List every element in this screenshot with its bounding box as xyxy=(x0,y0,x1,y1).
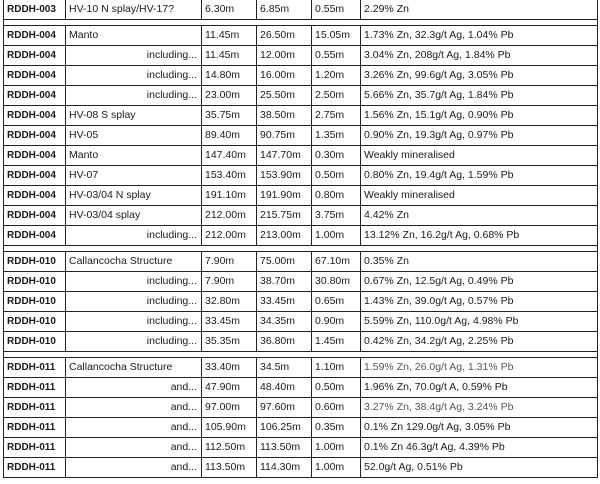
from-depth-cell: 97.00m xyxy=(202,398,257,418)
hole-id-cell: RDDH-004 xyxy=(4,186,66,206)
table-row xyxy=(4,312,598,332)
to-depth-cell: 26.50m xyxy=(257,26,312,46)
interval-length-cell: 1.00m xyxy=(312,226,361,246)
to-depth-cell: 34.35m xyxy=(257,312,312,332)
zone-cell: including... xyxy=(66,66,202,86)
to-depth-cell: 113.50m xyxy=(257,438,312,458)
table-row xyxy=(4,458,598,478)
from-depth-cell: 47.90m xyxy=(202,378,257,398)
zone-cell: HV-10 N splay/HV-17? xyxy=(66,0,202,20)
hole-id-cell: RDDH-011 xyxy=(4,418,66,438)
table-body xyxy=(4,0,598,478)
zone-cell: and... xyxy=(66,418,202,438)
from-depth-cell: 33.40m xyxy=(202,358,257,378)
from-depth-cell: 113.50m xyxy=(202,458,257,478)
hole-id-cell: RDDH-010 xyxy=(4,272,66,292)
grade-cell: 3.26% Zn, 99.6g/t Ag, 3.05% Pb xyxy=(361,66,598,86)
hole-id-cell: RDDH-003 xyxy=(4,0,66,20)
hole-id-cell: RDDH-011 xyxy=(4,398,66,418)
interval-length-cell: 30.80m xyxy=(312,272,361,292)
hole-id-cell: RDDH-004 xyxy=(4,146,66,166)
interval-length-cell: 67.10m xyxy=(312,252,361,272)
from-depth-cell: 147.40m xyxy=(202,146,257,166)
from-depth-cell: 212.00m xyxy=(202,226,257,246)
grade-cell: Weakly mineralised xyxy=(361,186,598,206)
to-depth-cell: 90.75m xyxy=(257,126,312,146)
interval-length-cell: 1.45m xyxy=(312,332,361,352)
zone-cell: including... xyxy=(66,332,202,352)
table-row xyxy=(4,332,598,352)
grade-cell: 0.35% Zn xyxy=(361,252,598,272)
table-row xyxy=(4,226,598,246)
from-depth-cell: 89.40m xyxy=(202,126,257,146)
hole-id-cell: RDDH-010 xyxy=(4,292,66,312)
hole-id-cell: RDDH-010 xyxy=(4,252,66,272)
from-depth-cell: 191.10m xyxy=(202,186,257,206)
zone-cell: and... xyxy=(66,378,202,398)
grade-cell: 5.66% Zn, 35.7g/t Ag, 1.84% Pb xyxy=(361,86,598,106)
grade-cell: 1.73% Zn, 32.3g/t Ag, 1.04% Pb xyxy=(361,26,598,46)
from-depth-cell: 23.00m xyxy=(202,86,257,106)
to-depth-cell: 48.40m xyxy=(257,378,312,398)
to-depth-cell: 215.75m xyxy=(257,206,312,226)
zone-cell: and... xyxy=(66,398,202,418)
to-depth-cell: 97.60m xyxy=(257,398,312,418)
interval-length-cell: 1.35m xyxy=(312,126,361,146)
zone-cell: including... xyxy=(66,46,202,66)
to-depth-cell: 191.90m xyxy=(257,186,312,206)
hole-id-cell: RDDH-004 xyxy=(4,106,66,126)
table-row xyxy=(4,106,598,126)
from-depth-cell: 212.00m xyxy=(202,206,257,226)
from-depth-cell: 105.90m xyxy=(202,418,257,438)
zone-cell: including... xyxy=(66,86,202,106)
interval-length-cell: 0.60m xyxy=(312,398,361,418)
table-row xyxy=(4,438,598,458)
interval-length-cell: 0.35m xyxy=(312,418,361,438)
zone-cell: Callancocha Structure xyxy=(66,252,202,272)
to-depth-cell: 38.50m xyxy=(257,106,312,126)
hole-id-cell: RDDH-011 xyxy=(4,378,66,398)
zone-cell: Manto xyxy=(66,26,202,46)
to-depth-cell: 34.5m xyxy=(257,358,312,378)
from-depth-cell: 153.40m xyxy=(202,166,257,186)
drill-results-table xyxy=(3,0,598,478)
grade-cell: 1.56% Zn, 15.1g/t Ag, 0.90% Pb xyxy=(361,106,598,126)
grade-cell: 0.67% Zn, 12.5g/t Ag, 0.49% Pb xyxy=(361,272,598,292)
interval-length-cell: 0.55m xyxy=(312,0,361,20)
from-depth-cell: 11.45m xyxy=(202,26,257,46)
interval-length-cell: 1.00m xyxy=(312,438,361,458)
to-depth-cell: 147.70m xyxy=(257,146,312,166)
zone-cell: Callancocha Structure xyxy=(66,358,202,378)
hole-id-cell: RDDH-004 xyxy=(4,226,66,246)
zone-cell: HV-08 S splay xyxy=(66,106,202,126)
zone-cell: HV-07 xyxy=(66,166,202,186)
hole-id-cell: RDDH-004 xyxy=(4,66,66,86)
table-row xyxy=(4,146,598,166)
interval-length-cell: 0.90m xyxy=(312,312,361,332)
from-depth-cell: 32.80m xyxy=(202,292,257,312)
interval-length-cell: 1.20m xyxy=(312,66,361,86)
from-depth-cell: 35.75m xyxy=(202,106,257,126)
interval-length-cell: 2.50m xyxy=(312,86,361,106)
grade-cell: 1.43% Zn, 39.0g/t Ag, 0.57% Pb xyxy=(361,292,598,312)
grade-cell: 52.0g/t Ag, 0.51% Pb xyxy=(361,458,598,478)
grade-cell: 0.42% Zn, 34.2g/t Ag, 2.25% Pb xyxy=(361,332,598,352)
to-depth-cell: 6.85m xyxy=(257,0,312,20)
table-row xyxy=(4,272,598,292)
from-depth-cell: 11.45m xyxy=(202,46,257,66)
table-row xyxy=(4,378,598,398)
hole-id-cell: RDDH-004 xyxy=(4,206,66,226)
hole-id-cell: RDDH-004 xyxy=(4,86,66,106)
zone-cell: HV-03/04 N splay xyxy=(66,186,202,206)
to-depth-cell: 12.00m xyxy=(257,46,312,66)
zone-cell: including... xyxy=(66,272,202,292)
table-row xyxy=(4,86,598,106)
grade-cell: Weakly mineralised xyxy=(361,146,598,166)
grade-cell: 1.96% Zn, 70.0g/t A, 0.59% Pb xyxy=(361,378,598,398)
grade-cell: 0.1% Zn 129.0g/t Ag, 3.05% Pb xyxy=(361,418,598,438)
table-row xyxy=(4,418,598,438)
from-depth-cell: 14.80m xyxy=(202,66,257,86)
hole-id-cell: RDDH-004 xyxy=(4,46,66,66)
table-row xyxy=(4,358,598,378)
grade-cell: 0.80% Zn, 19.4g/t Ag, 1.59% Pb xyxy=(361,166,598,186)
to-depth-cell: 153.90m xyxy=(257,166,312,186)
to-depth-cell: 25.50m xyxy=(257,86,312,106)
grade-cell: 1.59% Zn, 26.0g/t Ag, 1.31% Pb xyxy=(361,358,598,378)
grade-cell: 3.27% Zn, 38.4g/t Ag, 3.24% Pb xyxy=(361,398,598,418)
table-row xyxy=(4,398,598,418)
from-depth-cell: 112.50m xyxy=(202,438,257,458)
hole-id-cell: RDDH-010 xyxy=(4,332,66,352)
grade-cell: 2.29% Zn xyxy=(361,0,598,20)
table-row xyxy=(4,0,598,20)
table-row xyxy=(4,292,598,312)
interval-length-cell: 0.30m xyxy=(312,146,361,166)
to-depth-cell: 16.00m xyxy=(257,66,312,86)
table-row xyxy=(4,166,598,186)
table-row xyxy=(4,206,598,226)
to-depth-cell: 213.00m xyxy=(257,226,312,246)
from-depth-cell: 7.90m xyxy=(202,272,257,292)
interval-length-cell: 0.65m xyxy=(312,292,361,312)
hole-id-cell: RDDH-011 xyxy=(4,458,66,478)
zone-cell: and... xyxy=(66,438,202,458)
table-row xyxy=(4,66,598,86)
zone-cell: including... xyxy=(66,312,202,332)
interval-length-cell: 0.50m xyxy=(312,378,361,398)
from-depth-cell: 35.35m xyxy=(202,332,257,352)
interval-length-cell: 2.75m xyxy=(312,106,361,126)
hole-id-cell: RDDH-004 xyxy=(4,166,66,186)
table-row xyxy=(4,126,598,146)
to-depth-cell: 38.70m xyxy=(257,272,312,292)
grade-cell: 13.12% Zn, 16.2g/t Ag, 0.68% Pb xyxy=(361,226,598,246)
table-row xyxy=(4,46,598,66)
table-row xyxy=(4,252,598,272)
zone-cell: including... xyxy=(66,292,202,312)
zone-cell: HV-05 xyxy=(66,126,202,146)
grade-cell: 3.04% Zn, 208g/t Ag, 1.84% Pb xyxy=(361,46,598,66)
to-depth-cell: 106.25m xyxy=(257,418,312,438)
hole-id-cell: RDDH-004 xyxy=(4,26,66,46)
from-depth-cell: 7.90m xyxy=(202,252,257,272)
zone-cell: including... xyxy=(66,226,202,246)
from-depth-cell: 6.30m xyxy=(202,0,257,20)
to-depth-cell: 36.80m xyxy=(257,332,312,352)
zone-cell: Manto xyxy=(66,146,202,166)
grade-cell: 4.42% Zn xyxy=(361,206,598,226)
interval-length-cell: 1.10m xyxy=(312,358,361,378)
interval-length-cell: 3.75m xyxy=(312,206,361,226)
interval-length-cell: 0.50m xyxy=(312,166,361,186)
interval-length-cell: 1.00m xyxy=(312,458,361,478)
table-row xyxy=(4,26,598,46)
zone-cell: HV-03/04 splay xyxy=(66,206,202,226)
to-depth-cell: 75.00m xyxy=(257,252,312,272)
grade-cell: 5.59% Zn, 110.0g/t Ag, 4.98% Pb xyxy=(361,312,598,332)
interval-length-cell: 0.55m xyxy=(312,46,361,66)
zone-cell: and... xyxy=(66,458,202,478)
hole-id-cell: RDDH-004 xyxy=(4,126,66,146)
to-depth-cell: 33.45m xyxy=(257,292,312,312)
hole-id-cell: RDDH-011 xyxy=(4,438,66,458)
interval-length-cell: 0.80m xyxy=(312,186,361,206)
interval-length-cell: 15.05m xyxy=(312,26,361,46)
table-row xyxy=(4,186,598,206)
hole-id-cell: RDDH-010 xyxy=(4,312,66,332)
from-depth-cell: 33.45m xyxy=(202,312,257,332)
hole-id-cell: RDDH-011 xyxy=(4,358,66,378)
grade-cell: 0.1% Zn 46.3g/t Ag, 4.39% Pb xyxy=(361,438,598,458)
to-depth-cell: 114.30m xyxy=(257,458,312,478)
grade-cell: 0.90% Zn, 19.3g/t Ag, 0.97% Pb xyxy=(361,126,598,146)
